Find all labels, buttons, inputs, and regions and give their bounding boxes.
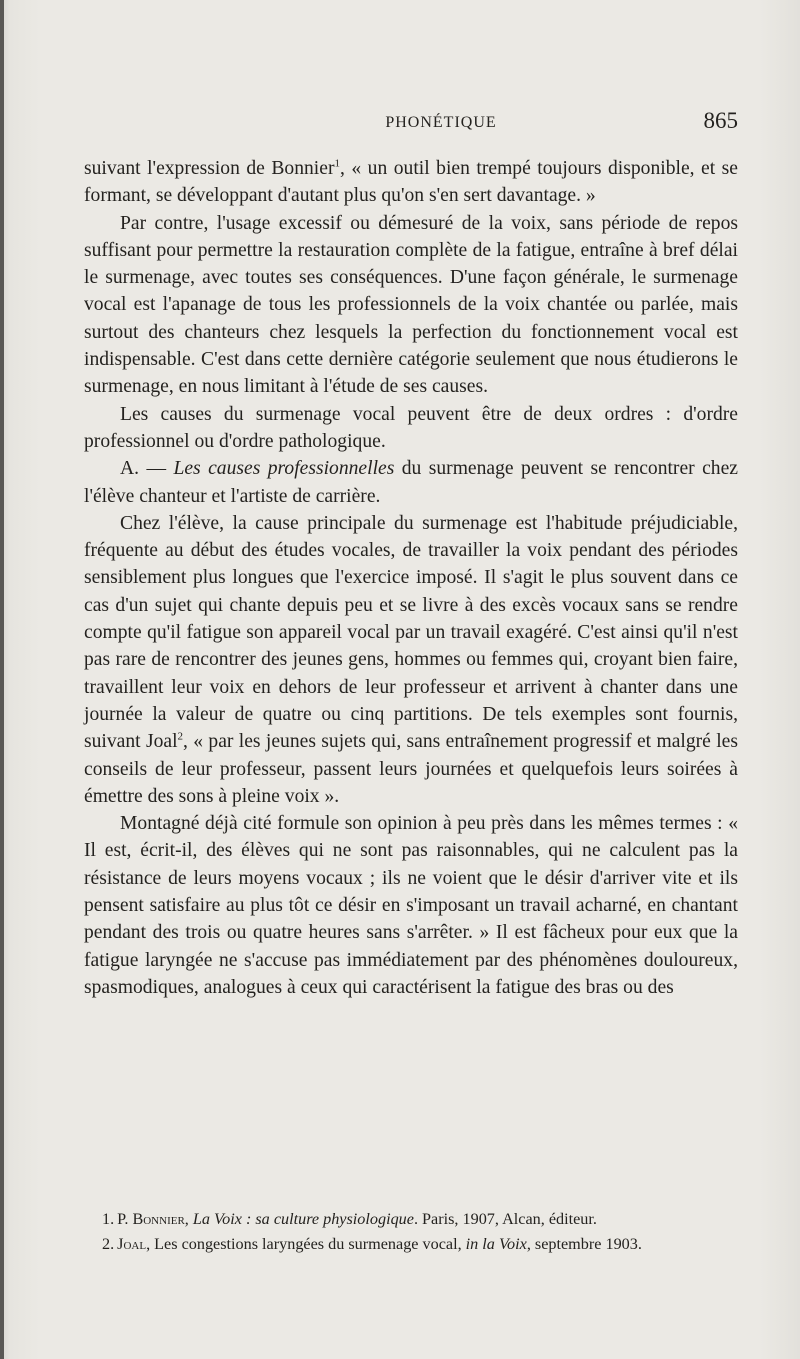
footnote-2-number: 2. bbox=[102, 1234, 115, 1253]
footnote-1 bbox=[84, 1209, 738, 1231]
footnote-ref-2: 2 bbox=[177, 730, 184, 743]
paragraph-4-label: A. — bbox=[120, 458, 174, 480]
paragraph-5 bbox=[84, 510, 738, 810]
paragraph-1-text-b: , « un outil bien trempé toujours disponible, et se formant, se développant d'autant plus qu'on s'en sert davantage. » bbox=[84, 158, 738, 207]
page-number: 865 bbox=[703, 108, 738, 133]
footnote-1-sep: , bbox=[184, 1210, 193, 1228]
paragraph-5-text-a: Chez l'élève, la cause principale du surmenage est l'habitude préjudiciable, fréquente au début des études vocales, de travailler la voix pendant des périodes sensiblement plus longues que l'exercice imposé. Il s'agit le plus souvent dans ce cas d'un sujet qui chante depuis peu et se livre à des excès vocaux sans se rendre compte qu'il fatigue son appareil vocal par un travail exagéré. C'est ainsi qu'il n'est pas rare de rencontrer des jeunes gens, hommes ou femmes qui, croyant bien faire, travaillent leur voix en dehors de leur professeur et arrivent à chanter dans une journée la valeur de quatre ou cinq partitions. De tels exemples sont fournis, suivant Joal bbox=[84, 512, 738, 753]
footnote-2-source: in la Voix bbox=[465, 1234, 527, 1253]
footnote-ref-1: 1 bbox=[334, 157, 340, 170]
body-text bbox=[84, 155, 738, 1001]
paragraph-6: Montagné déjà cité formule son opinion à peu près dans les mêmes termes : « Il est, écrit-il, des élèves qui ne sont pas raisonnables, qui ne calculent pas la résistance de leurs moyens vocaux ; ils ne voient que le désir d'arriver vite et ils pensent satisfaire au plus tôt ce désir en s'imposant un travail acharné, en chantant pendant des trois ou quatre heures sans s'arrêter. » Il est fâcheux pour eux que la fatigue laryngée ne s'accuse pas immédiatement par des phénomènes douloureux, spasmodiques, analogues à ceux qui caractérisent la fatigue des bras ou des bbox=[84, 813, 738, 998]
footnote-1-author: P. Bonnier bbox=[117, 1210, 185, 1228]
paragraph-3: Les causes du surmenage vocal peuvent être de deux ordres : d'ordre professionnel ou d'ordre pathologique. bbox=[84, 403, 738, 452]
footnote-1-number: 1. bbox=[102, 1210, 115, 1228]
footnote-2 bbox=[84, 1234, 738, 1256]
running-head: PHONÉTIQUE bbox=[385, 114, 497, 131]
page-header bbox=[84, 104, 738, 144]
footnote-2-title: , Les congestions laryngées du surmenage vocal, bbox=[146, 1234, 466, 1253]
paragraph-1-text-a: suivant l'expression de Bonnier bbox=[84, 158, 335, 179]
paragraph-4-text: du surmenage peuvent se rencontrer chez l'élève chanteur et l'artiste de carrière. bbox=[84, 458, 738, 507]
page-spine-edge bbox=[0, 0, 4, 1359]
paragraph-2: Par contre, l'usage excessif ou démesuré de la voix, sans période de repos suffisant pour permettre la restauration complète de la fatigue, entraîne à bref délai le surmenage, avec toutes ses conséquences. D'une façon générale, le surmenage vocal est l'apanage de tous les professionnels de la voix chantée ou parlée, mais surtout des chanteurs chez lesquels la perfection du fonctionnement vocal est indispensable. C'est dans cette dernière catégorie seulement que nous étudierons le surmenage, en nous limitant à l'étude de ses causes. bbox=[84, 212, 738, 398]
footnote-2-author: Joal bbox=[117, 1234, 147, 1253]
footnotes bbox=[84, 1209, 738, 1258]
footnote-1-title: La Voix : sa culture physiologique bbox=[192, 1210, 414, 1228]
paragraph-1 bbox=[84, 155, 738, 210]
paragraph-5-text-b: , « par les jeunes sujets qui, sans entraînement progressif et malgré les conseils de leur professeur, passent leurs journées et quelquefois leurs soirées à émettre des sons à pleine voix ». bbox=[84, 731, 738, 807]
paragraph-4 bbox=[84, 455, 738, 510]
footnote-1-rest: . Paris, 1907, Alcan, éditeur. bbox=[413, 1210, 597, 1228]
paragraph-4-heading: Les causes professionnelles bbox=[173, 458, 395, 480]
footnote-2-rest: , septembre 1903. bbox=[526, 1234, 642, 1253]
